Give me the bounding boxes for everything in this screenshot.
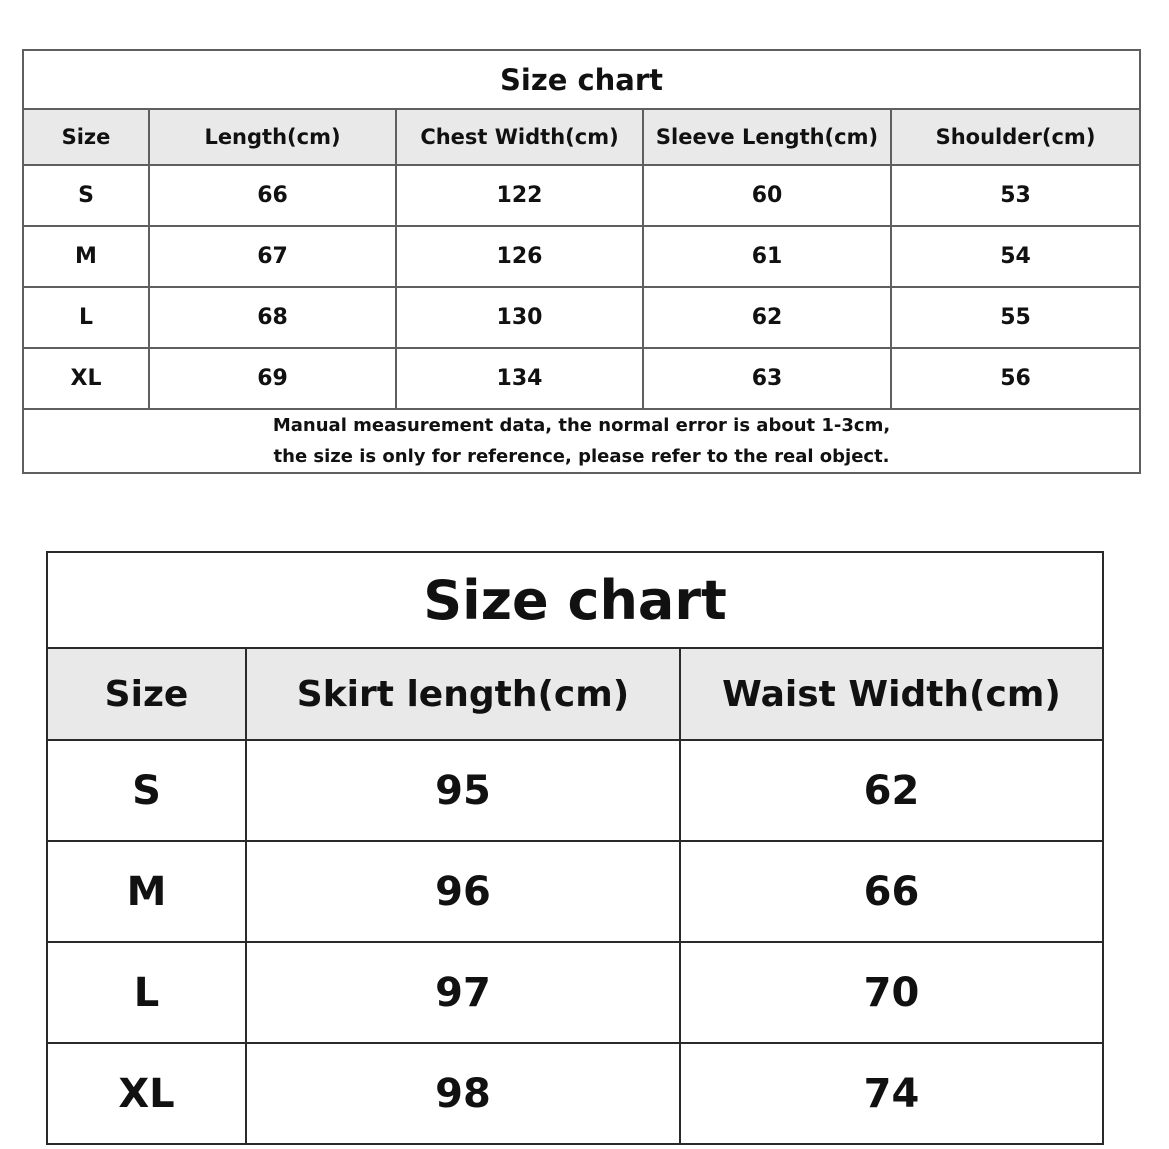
length-value: 67 (149, 226, 396, 287)
header-shoulder: Shoulder(cm) (891, 109, 1140, 165)
chest-width-value: 130 (396, 287, 643, 348)
header-sleeve-length: Sleeve Length(cm) (643, 109, 891, 165)
table-row (23, 348, 1140, 409)
table-row (47, 740, 1103, 841)
table-note-row (23, 409, 1140, 473)
size-label: XL (23, 348, 149, 409)
table-header-row (47, 648, 1103, 740)
size-label: S (47, 740, 246, 841)
waist-width-value: 74 (680, 1043, 1103, 1144)
sleeve-length-value: 60 (643, 165, 891, 226)
shoulder-value: 56 (891, 348, 1140, 409)
table-title-row (47, 552, 1103, 648)
size-label: XL (47, 1043, 246, 1144)
table-row (47, 1043, 1103, 1144)
waist-width-value: 62 (680, 740, 1103, 841)
size-chart-top-table (22, 49, 1141, 474)
size-label: L (47, 942, 246, 1043)
table-row (23, 287, 1140, 348)
header-chest-width: Chest Width(cm) (396, 109, 643, 165)
skirt-length-value: 96 (246, 841, 680, 942)
size-label: M (23, 226, 149, 287)
skirt-length-value: 98 (246, 1043, 680, 1144)
size-chart-bottom-table (46, 551, 1104, 1145)
table-row (23, 226, 1140, 287)
header-length: Length(cm) (149, 109, 396, 165)
waist-width-value: 70 (680, 942, 1103, 1043)
header-waist-width: Waist Width(cm) (680, 648, 1103, 740)
length-value: 66 (149, 165, 396, 226)
header-size: Size (47, 648, 246, 740)
sleeve-length-value: 63 (643, 348, 891, 409)
shoulder-value: 53 (891, 165, 1140, 226)
chest-width-value: 134 (396, 348, 643, 409)
table-title: Size chart (47, 552, 1103, 648)
shoulder-value: 54 (891, 226, 1140, 287)
chest-width-value: 122 (396, 165, 643, 226)
table-header-row (23, 109, 1140, 165)
header-skirt-length: Skirt length(cm) (246, 648, 680, 740)
skirt-length-value: 97 (246, 942, 680, 1043)
table-row (47, 841, 1103, 942)
table-title: Size chart (23, 50, 1140, 109)
size-label: L (23, 287, 149, 348)
size-label: M (47, 841, 246, 942)
shoulder-value: 55 (891, 287, 1140, 348)
measurement-note (23, 409, 1140, 473)
chest-width-value: 126 (396, 226, 643, 287)
table-row (47, 942, 1103, 1043)
sleeve-length-value: 61 (643, 226, 891, 287)
skirt-length-value: 95 (246, 740, 680, 841)
table-row (23, 165, 1140, 226)
measurement-note-line-2: the size is only for reference, please refer to the real object. (273, 446, 890, 467)
table-title-row (23, 50, 1140, 109)
header-size: Size (23, 109, 149, 165)
size-label: S (23, 165, 149, 226)
measurement-note-line-1: Manual measurement data, the normal error is about 1-3cm, (272, 415, 891, 436)
sleeve-length-value: 62 (643, 287, 891, 348)
length-value: 69 (149, 348, 396, 409)
length-value: 68 (149, 287, 396, 348)
waist-width-value: 66 (680, 841, 1103, 942)
